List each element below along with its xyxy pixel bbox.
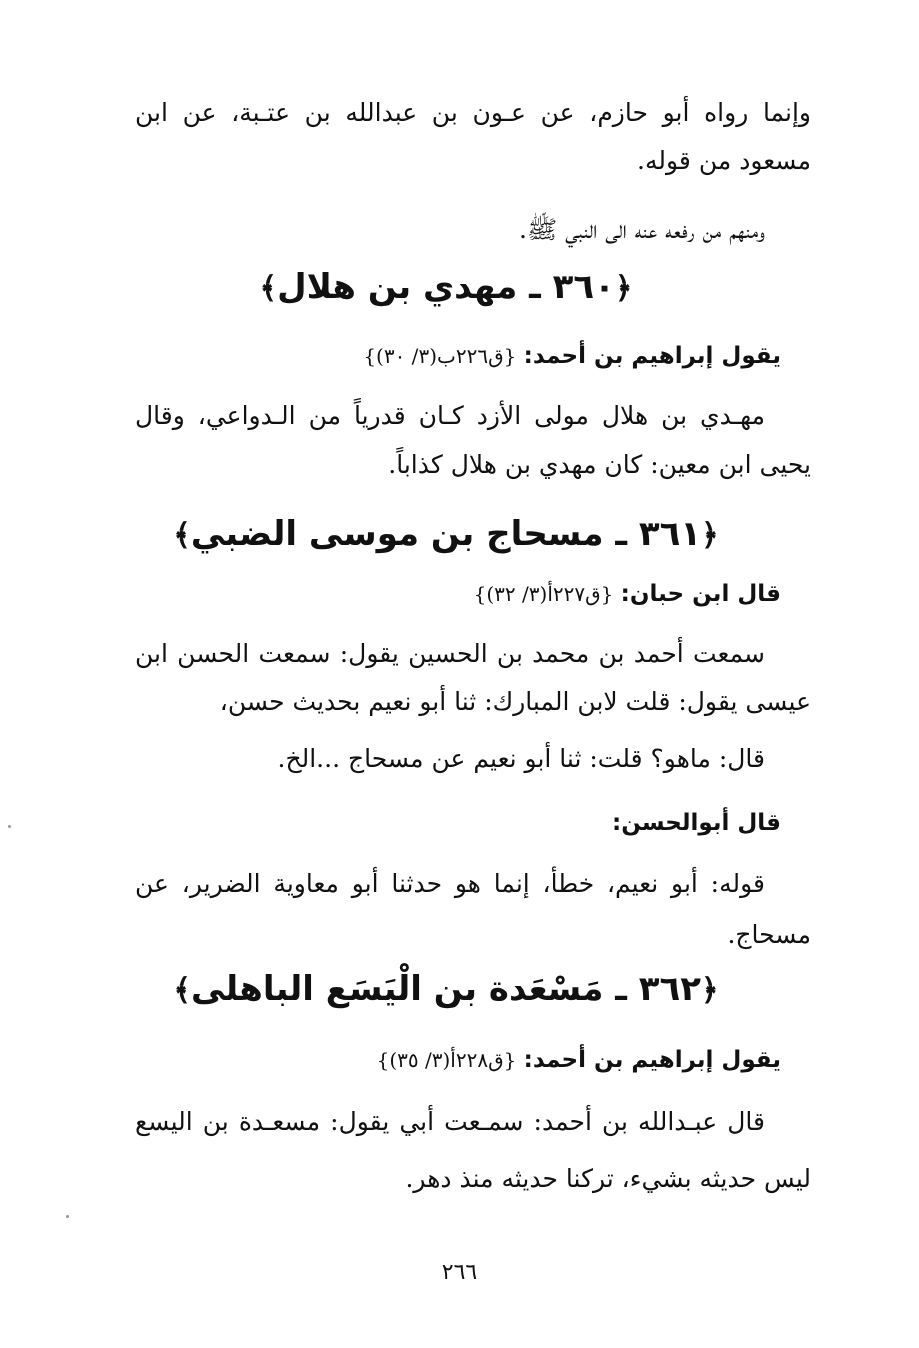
- ornate-bracket-open: ﴿: [701, 973, 719, 1008]
- ornate-bracket-close: ﴾: [173, 973, 191, 1008]
- text-line-10: مسحاج.: [727, 920, 811, 949]
- entry-heading-361: [108, 510, 784, 560]
- text-line-6: سمعت أحمد بن محمد بن الحسين يقول: سمعت الحسن ابن: [135, 639, 765, 668]
- source-label-360: [363, 339, 781, 373]
- text-line-2: مسعود من قوله.: [637, 146, 811, 175]
- source-label-361b: [612, 806, 781, 840]
- entry-heading-360: [108, 263, 784, 313]
- ornate-bracket-close: ﴾: [259, 271, 278, 306]
- text-line-5: يحيى ابن معين: كان مهدي بن هلال كذاباً.: [388, 450, 811, 479]
- entry-title-361: ٣٦١ ـ مسحاج بن موسى الضبي: [190, 514, 702, 554]
- text-line-12: ليس حديثه بشيء، تركنا حديثه منذ دهر.: [405, 1164, 811, 1193]
- source-label-361: [474, 577, 781, 611]
- text-line-11: قال عبـدالله بن أحمد: سمـعت أبي يقول: مسعـدة بن اليسع: [135, 1107, 765, 1136]
- ornate-bracket-open: ﴿: [614, 271, 633, 306]
- entry-title-360: ٣٦٠ ـ مهدي بن هلال: [277, 267, 615, 307]
- text-line-3: ومنهم من رفعه عنه الى النبي ﷺ.: [519, 215, 765, 244]
- entry-title-362: ٣٦٢ ـ مَسْعَدة بن الْيَسَع الباهلى: [190, 969, 702, 1009]
- entry-heading-362: [108, 965, 784, 1015]
- source-name: قال ابن حبان:: [620, 581, 781, 607]
- source-reference: {ق٢٢٨أ(٣/ ٣٥)}: [376, 1048, 517, 1072]
- page-number: ٢٦٦: [441, 1260, 478, 1285]
- source-label-362: [377, 1043, 781, 1077]
- source-reference: {ق٢٢٦ب(٣/ ٣٠)}: [363, 344, 517, 368]
- ornate-bracket-close: ﴾: [173, 518, 191, 553]
- source-name: يقول إبراهيم بن أحمد:: [523, 343, 781, 369]
- text-line-7: عيسى يقول: قلت لابن المبارك: ثنا أبو نعيم بحديث حسن،: [219, 687, 811, 716]
- scan-speck: [8, 825, 11, 828]
- source-name: قال أبوالحسن:: [612, 810, 781, 836]
- scan-speck: [66, 1215, 69, 1218]
- ornate-bracket-open: ﴿: [701, 518, 719, 553]
- text-line-4: مهـدي بن هلال مولى الأزد كـان قدرياً من الـدواعي، وقال: [135, 401, 765, 430]
- source-name: يقول إبراهيم بن أحمد:: [523, 1047, 781, 1073]
- text-line-8: قال: ماهو؟ قلت: ثنا أبو نعيم عن مسحاج ...الخ.: [277, 744, 765, 773]
- text-line-1: وإنما رواه أبو حازم، عن عـون بن عبدالله بن عتـبة، عن ابن: [135, 98, 811, 127]
- source-reference: {ق٢٢٧أ(٣/ ٣٢)}: [473, 582, 614, 606]
- text-line-9: قوله: أبو نعيم، خطأ، إنما هو حدثنا أبو معاوية الضرير، عن: [135, 869, 765, 898]
